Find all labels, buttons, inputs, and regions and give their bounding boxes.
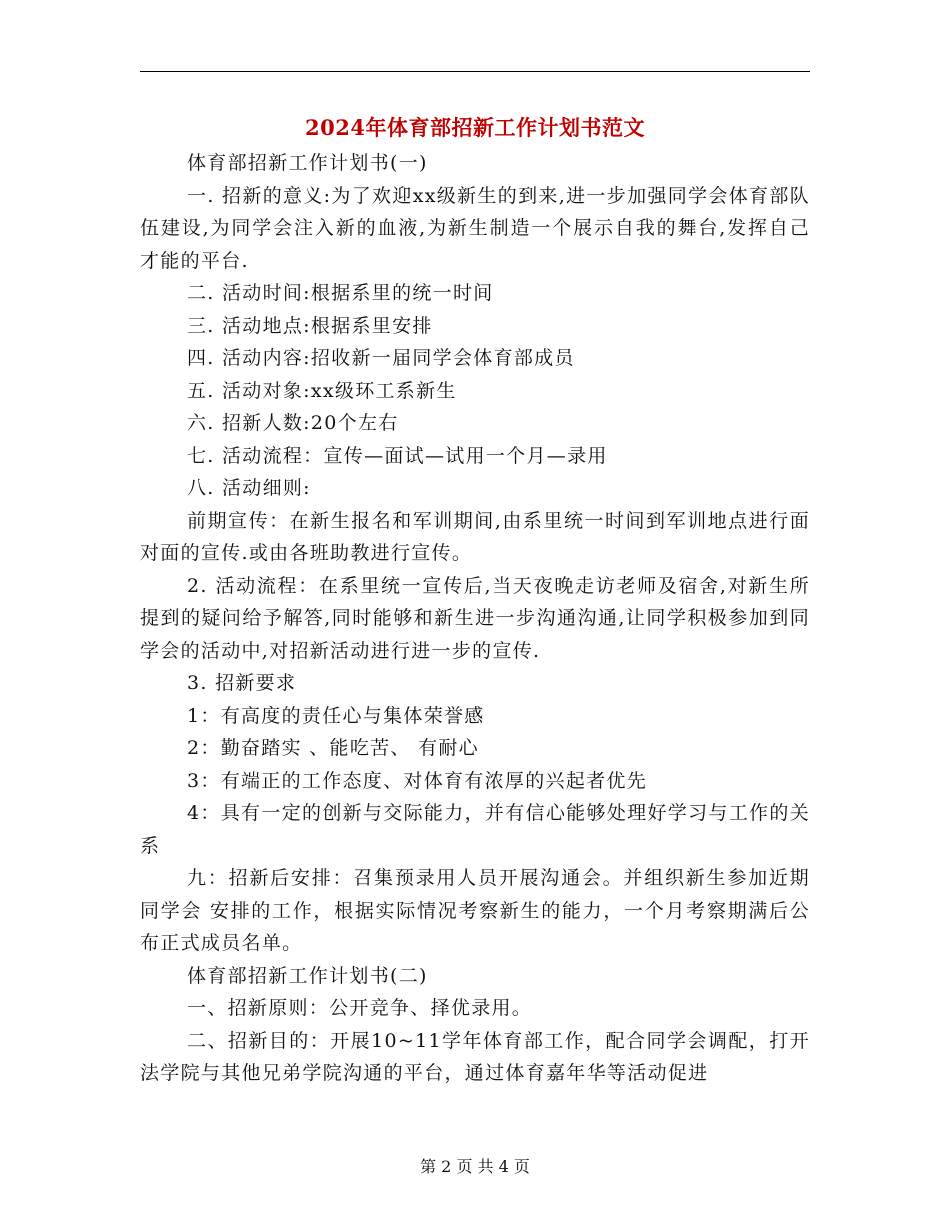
- document-body: [140, 147, 810, 1090]
- paragraph-principles: 一、招新原则：公开竞争、择优录用。: [187, 997, 533, 1019]
- paragraph-plan-two-heading: 体育部招新工作计划书(二): [187, 964, 428, 987]
- paragraph-activity-time: 二. 活动时间:根据系里的统一时间: [187, 282, 494, 304]
- paragraph-requirements-heading: 3. 招新要求: [187, 672, 297, 694]
- paragraph-requirement-2: 2：勤奋踏实 、能吃苦、 有耐心: [187, 737, 479, 759]
- paragraph-activity-content: 四. 活动内容:招收新一届同学会体育部成员: [187, 347, 575, 369]
- paragraph-activity-details: 八. 活动细则:: [187, 477, 311, 499]
- paragraph-post-recruit: 九：招新后安排：召集预录用人员开展沟通会。并组织新生参加近期同学会 安排的工作，根据实际情况考察新生的能力，一个月考察期满后公布正式成员名单。: [140, 867, 810, 954]
- paragraph-requirement-3: 3：有端正的工作态度、对体育有浓厚的兴起者优先: [187, 769, 647, 792]
- paragraph-objectives: 二、招新目的：开展10~11学年体育部工作，配合同学会调配，打开法学院与其他兄弟学院沟通的平台，通过体育嘉年华等活动促进: [140, 1029, 810, 1084]
- header-rule: [140, 71, 810, 72]
- page-number-footer: 第 2 页 共 4 页: [420, 1157, 530, 1176]
- paragraph-plan-one-heading: 体育部招新工作计划书(一): [187, 152, 428, 174]
- paragraph-activity-process: 七. 活动流程：宣传—面试—试用一个月—录用: [187, 444, 608, 467]
- paragraph-early-promotion: 前期宣传：在新生报名和军训期间,由系里统一时间到军训地点进行面对面的宣传.或由各班助教进行宣传。: [140, 509, 810, 564]
- paragraph-activity-location: 三. 活动地点:根据系里安排: [187, 314, 433, 337]
- paragraph-requirement-4: 4：具有一定的创新与交际能力，并有信心能够处理好学习与工作的关系: [140, 802, 810, 857]
- paragraph-process-detail: 2. 活动流程：在系里统一宣传后,当天夜晚走访老师及宿舍,对新生所提到的疑问给予解答,同时能够和新生进一步沟通沟通,让同学积极参加到同学会的活动中,对招新活动进行进一步的宣传.: [140, 574, 810, 662]
- paragraph-requirement-1: 1：有高度的责任心与集体荣誉感: [187, 704, 485, 727]
- paragraph-recruit-count: 六. 招新人数:20个左右: [187, 412, 399, 434]
- document-title: 2024年体育部招新工作计划书范文: [305, 115, 645, 140]
- paragraph-significance: 一. 招新的意义:为了欢迎xx级新生的到来,进一步加强同学会体育部队伍建设,为同学会注入新的血液,为新生制造一个展示自我的舞台,发挥自己才能的平台.: [140, 184, 810, 272]
- paragraph-activity-target: 五. 活动对象:xx级环工系新生: [187, 379, 457, 402]
